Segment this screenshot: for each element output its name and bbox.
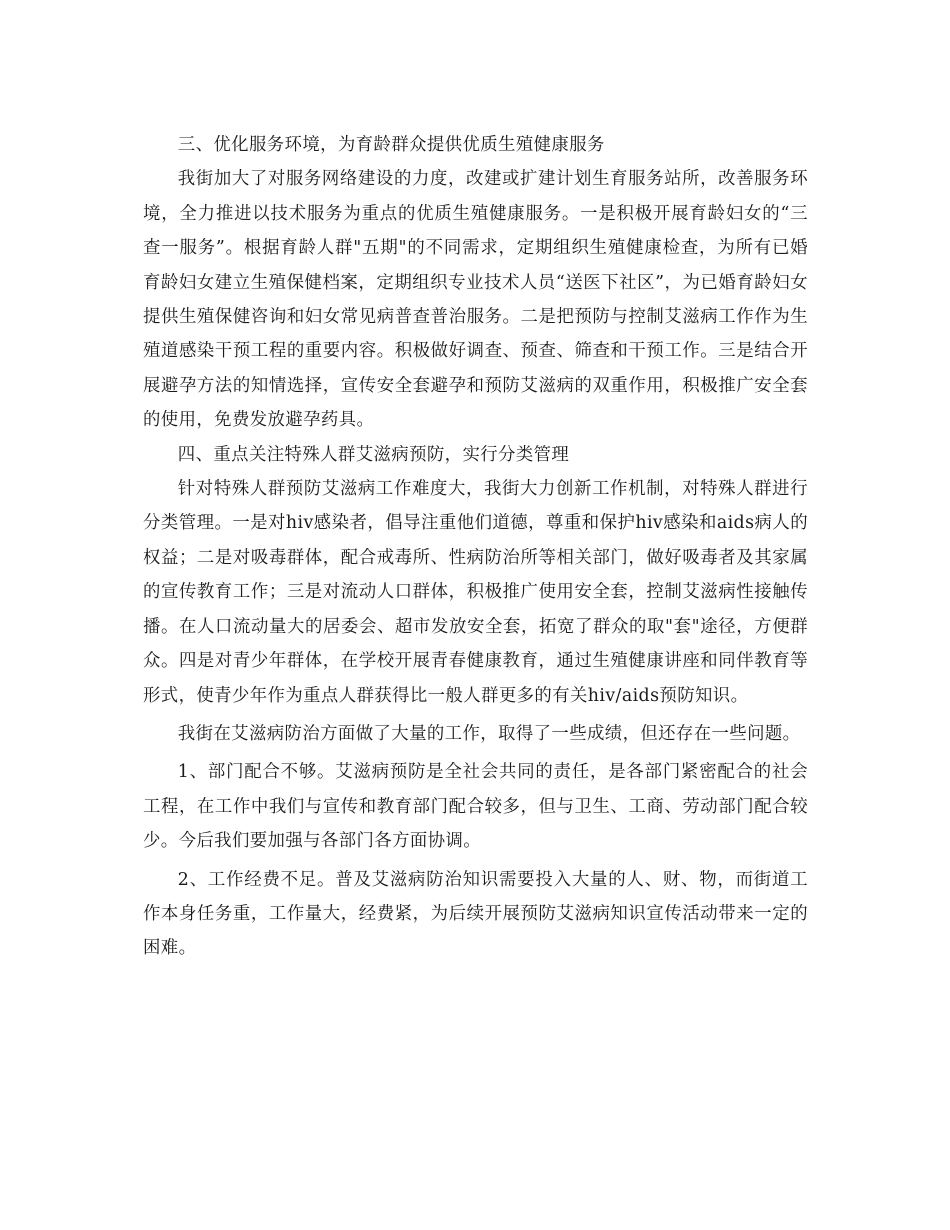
section-heading-3: 三、优化服务环境，为育龄群众提供优质生殖健康服务: [177, 135, 605, 155]
paragraph-problem-2: 2、工作经费不足。普及艾滋病防治知识需要投入大量的人、财、物，而街道工作本身任务重，工作量大，经费紧，为后续开展预防艾滋病知识宣传活动带来一定的困难。: [143, 869, 808, 959]
document-page: [143, 128, 808, 966]
section-heading-4: 四、重点关注特殊人群艾滋病预防，实行分类管理: [177, 444, 570, 465]
paragraph-service-environment: 我街加大了对服务网络建设的力度，改建或扩建计划生育服务站所，改善服务环境，全力推进以技术服务为重点的优质生殖健康服务。一是积极开展育龄妇女的“三查一服务”。根据育龄人群"五期"的不同需求，定期组织生殖健康检查，为所有已婚育龄妇女建立生殖保健档案，定期组织专业技术人员“送医下社区”，为已婚育龄妇女提供生殖保健咨询和妇女常见病普查普治服务。二是把预防与控制艾滋病工作作为生殖道感染干预工程的重要内容。积极做好调查、预查、筛查和干预工作。三是结合开展避孕方法的知情选择，宣传安全套避孕和预防艾滋病的双重作用，积极推广安全套的使用，免费发放避孕药具。: [143, 169, 808, 431]
paragraph-problems-intro: 我街在艾滋病防治方面做了大量的工作，取得了一些成绩，但还存在一些问题。: [177, 723, 801, 744]
paragraph-problem-1: 1、部门配合不够。艾滋病预防是全社会共同的责任，是各部门紧密配合的社会工程，在工作中我们与宣传和教育部门配合较多，但与卫生、工商、劳动部门配合较少。今后我们要加强与各部门各方面协调。: [143, 762, 808, 852]
paragraph-special-groups: 针对特殊人群预防艾滋病工作难度大，我街大力创新工作机制，对特殊人群进行分类管理。一是对hiv感染者，倡导注重他们道德，尊重和保护hiv感染和aids病人的权益；二是对吸毒群体，配合戒毒所、性病防治所等相关部门，做好吸毒者及其家属的宣传教育工作；三是对流动人口群体，积极推广使用安全套，控制艾滋病性接触传播。在人口流动量大的居委会、超市发放安全套，拓宽了群众的取"套"途径，方便群众。四是对青少年群体，在学校开展青春健康教育，通过生殖健康讲座和同伴教育等形式，使青少年作为重点人群获得比一般人群更多的有关hiv/aids预防知识。: [143, 479, 808, 706]
